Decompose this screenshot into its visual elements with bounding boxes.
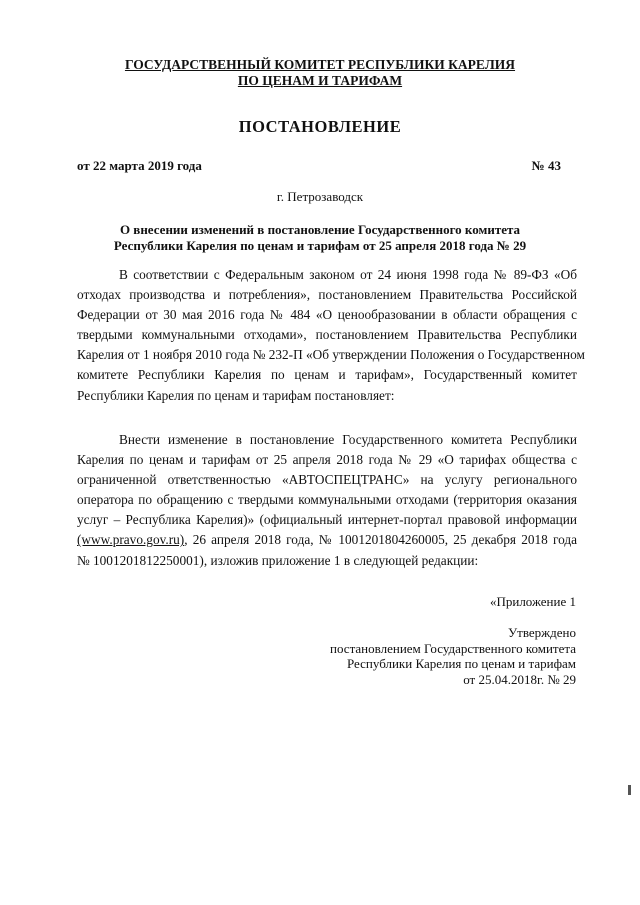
subject-line-1: О внесении изменений в постановление Государственного комитета: [119, 222, 521, 237]
paragraph-line: В соответствии с Федеральным законом от 24 июня 1998 года № 89-ФЗ «Об: [119, 267, 577, 282]
paragraph-line: № 1001201812250001), изложив приложение 1 в следующей редакции:: [77, 552, 479, 568]
org-name-line-1: ГОСУДАРСТВЕННЫЙ КОМИТЕТ РЕСПУБЛИКИ КАРЕЛИЯ: [124, 57, 516, 72]
document-type-title: ПОСТАНОВЛЕНИЕ: [238, 117, 402, 136]
paragraph-line: Федерации от 30 мая 2016 года № 484 «О ценообразовании в области обращения с: [77, 307, 577, 323]
approval-block: [330, 625, 576, 687]
paragraph-line: твердыми коммунальными отходами», постановлением Правительства Республики: [77, 327, 577, 343]
body-paragraph-1: [77, 265, 585, 406]
approval-line-2: Республики Карелия по ценам и тарифам: [346, 656, 576, 671]
document-date: от 22 марта 2019 года: [77, 158, 202, 173]
paragraph-line: Карелия от 1 ноября 2010 года № 232-П «Об утверждении Положения о Государственном: [77, 347, 585, 363]
paragraph-line: услуг – Республика Карелия)» (официальный интернет-портал правовой информации: [77, 512, 577, 528]
paragraph-line: Республики Карелия по ценам и тарифам постановляет:: [77, 387, 395, 403]
document-number: № 43: [531, 158, 561, 173]
approved-label: Утверждено: [507, 625, 576, 640]
subject-line-2: Республики Карелия по ценам и тарифам от 25 апреля 2018 года № 29: [113, 238, 527, 253]
paragraph-line: [77, 530, 577, 550]
paragraph-line: комитете Республики Карелия по ценам и тарифам», Государственный комитет: [77, 367, 577, 383]
approval-line-3: от 25.04.2018г. № 29: [463, 671, 576, 687]
paragraph-line-rest: , 26 апреля 2018 года, № 1001201804260005, 25 декабря 2018 года: [184, 532, 577, 548]
document-city: г. Петрозаводск: [276, 189, 364, 204]
paragraph-line: Внести изменение в постановление Государственного комитета Республики: [119, 432, 577, 447]
pravo-gov-link[interactable]: (www.pravo.gov.ru): [77, 532, 185, 548]
paragraph-line: ограниченной ответственностью «АВТОСПЕЦТРАНС» на услугу регионального: [77, 472, 577, 488]
approval-line-1: постановлением Государственного комитета: [330, 640, 576, 656]
org-name-line-2: ПО ЦЕНАМ И ТАРИФАМ: [237, 73, 403, 88]
paragraph-line: оператора по обращению с твердыми коммунальными отходами (территория оказания: [77, 492, 577, 508]
body-paragraph-2: [77, 430, 577, 571]
paragraph-line: отходах производства и потребления», постановлением Правительства Российской: [77, 287, 577, 303]
annex-label: «Приложение 1: [489, 594, 576, 609]
scan-margin-mark: [628, 785, 631, 795]
paragraph-line: Карелия по ценам и тарифам от 25 апреля 2018 года № 29 «О тарифах общества с: [77, 452, 577, 468]
